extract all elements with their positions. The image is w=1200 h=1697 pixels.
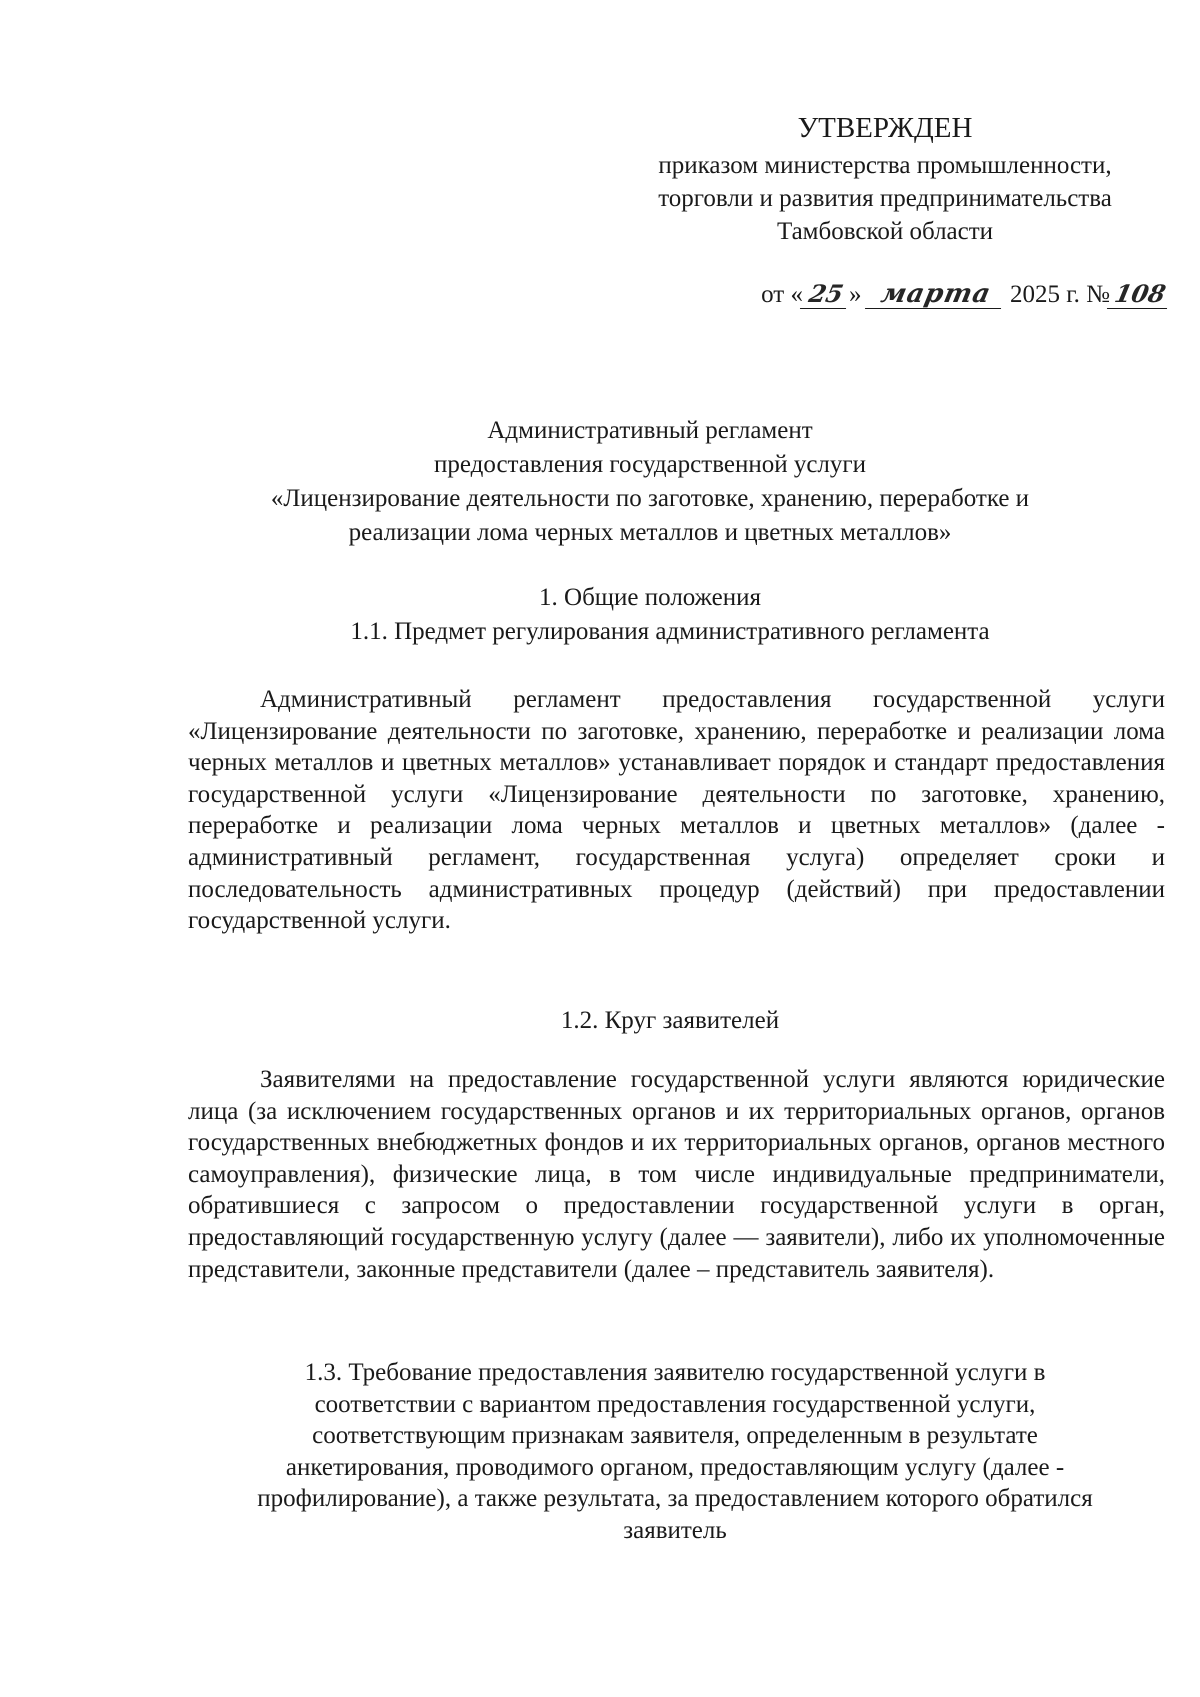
section-1-heading: 1. Общие положения [539,584,761,611]
section-1-3-line-4: анкетирования, проводимого органом, предоставляющим услугу (далее - [285,1453,1065,1481]
section-1-1-heading: 1.1. Предмет регулирования административного регламента [350,618,990,645]
title-line-2: предоставления государственной услуги [433,451,867,478]
section-1-3-heading [180,1357,1170,1547]
section-1-3-line-6: заявитель [623,1516,727,1544]
document-title [180,414,1120,550]
section-1-3-line-3: соответствующим признакам заявителя, определенным в результате [312,1422,1038,1450]
title-line-1: Административный регламент [487,417,813,444]
approval-line-2: торговли и развития предпринимательства [658,185,1112,212]
year-text: 2025 г. № [1009,281,1110,308]
handwritten-day: 25 [800,280,852,309]
handwritten-month: марта [865,280,1007,309]
order-date-line [600,278,1170,312]
section-1-3-line-5: профилирование), а также результата, за предоставлением которого обратился [257,1485,1093,1513]
approval-line-1: приказом министерства промышленности, [658,152,1112,179]
section-1-2-paragraph: Заявителями на предоставление государственной услуги являются юридические лица (за исключением государственных органов и их территориальных органов, органов государственных внебюджетных фондов и их территориальных органов, органов местного самоуправления), физические лица, в том числе индивидуальные предприниматели, обратившиеся с запросом о предоставлении государственной услуги в орган, предоставляющий государственную услугу (далее — заявители), либо их уполномоченные представители, законные представители (далее – представитель заявителя). [188,1066,1165,1283]
approval-line-3: Тамбовской области [776,218,994,245]
approved-label: УТВЕРЖДЕН [797,112,973,144]
title-line-4: реализации лома черных металлов и цветных металлов» [348,519,952,546]
section-1-2-heading: 1.2. Круг заявителей [560,1007,780,1034]
date-mid: » [848,281,862,308]
section-1-3-line-1: 1.3. Требование предоставления заявителю государственной услуги в [304,1359,1046,1386]
approval-stamp-block [600,112,1170,248]
date-prefix: от « [761,281,803,308]
section-1-1-paragraph: Административный регламент предоставления государственной услуги «Лицензирование деятельности по заготовке, хранению, переработке и реализации лома черных металлов и цветных металлов» устанавливает порядок и стандарт предоставления государственной услуги «Лицензирование деятельности по заготовке, хранению, переработке и реализации лома черных металлов и цветных металлов» (далее - административный регламент, государственная услуга) определяет сроки и последовательность административных процедур (действий) при предоставлении государственной услуги. [188,686,1165,935]
handwritten-order-number: 108 [1107,280,1173,309]
section-1-3-line-2: соответствии с вариантом предоставления государственной услуги, [314,1390,1036,1418]
title-line-3: «Лицензирование деятельности по заготовке, хранению, переработке и [270,485,1030,512]
